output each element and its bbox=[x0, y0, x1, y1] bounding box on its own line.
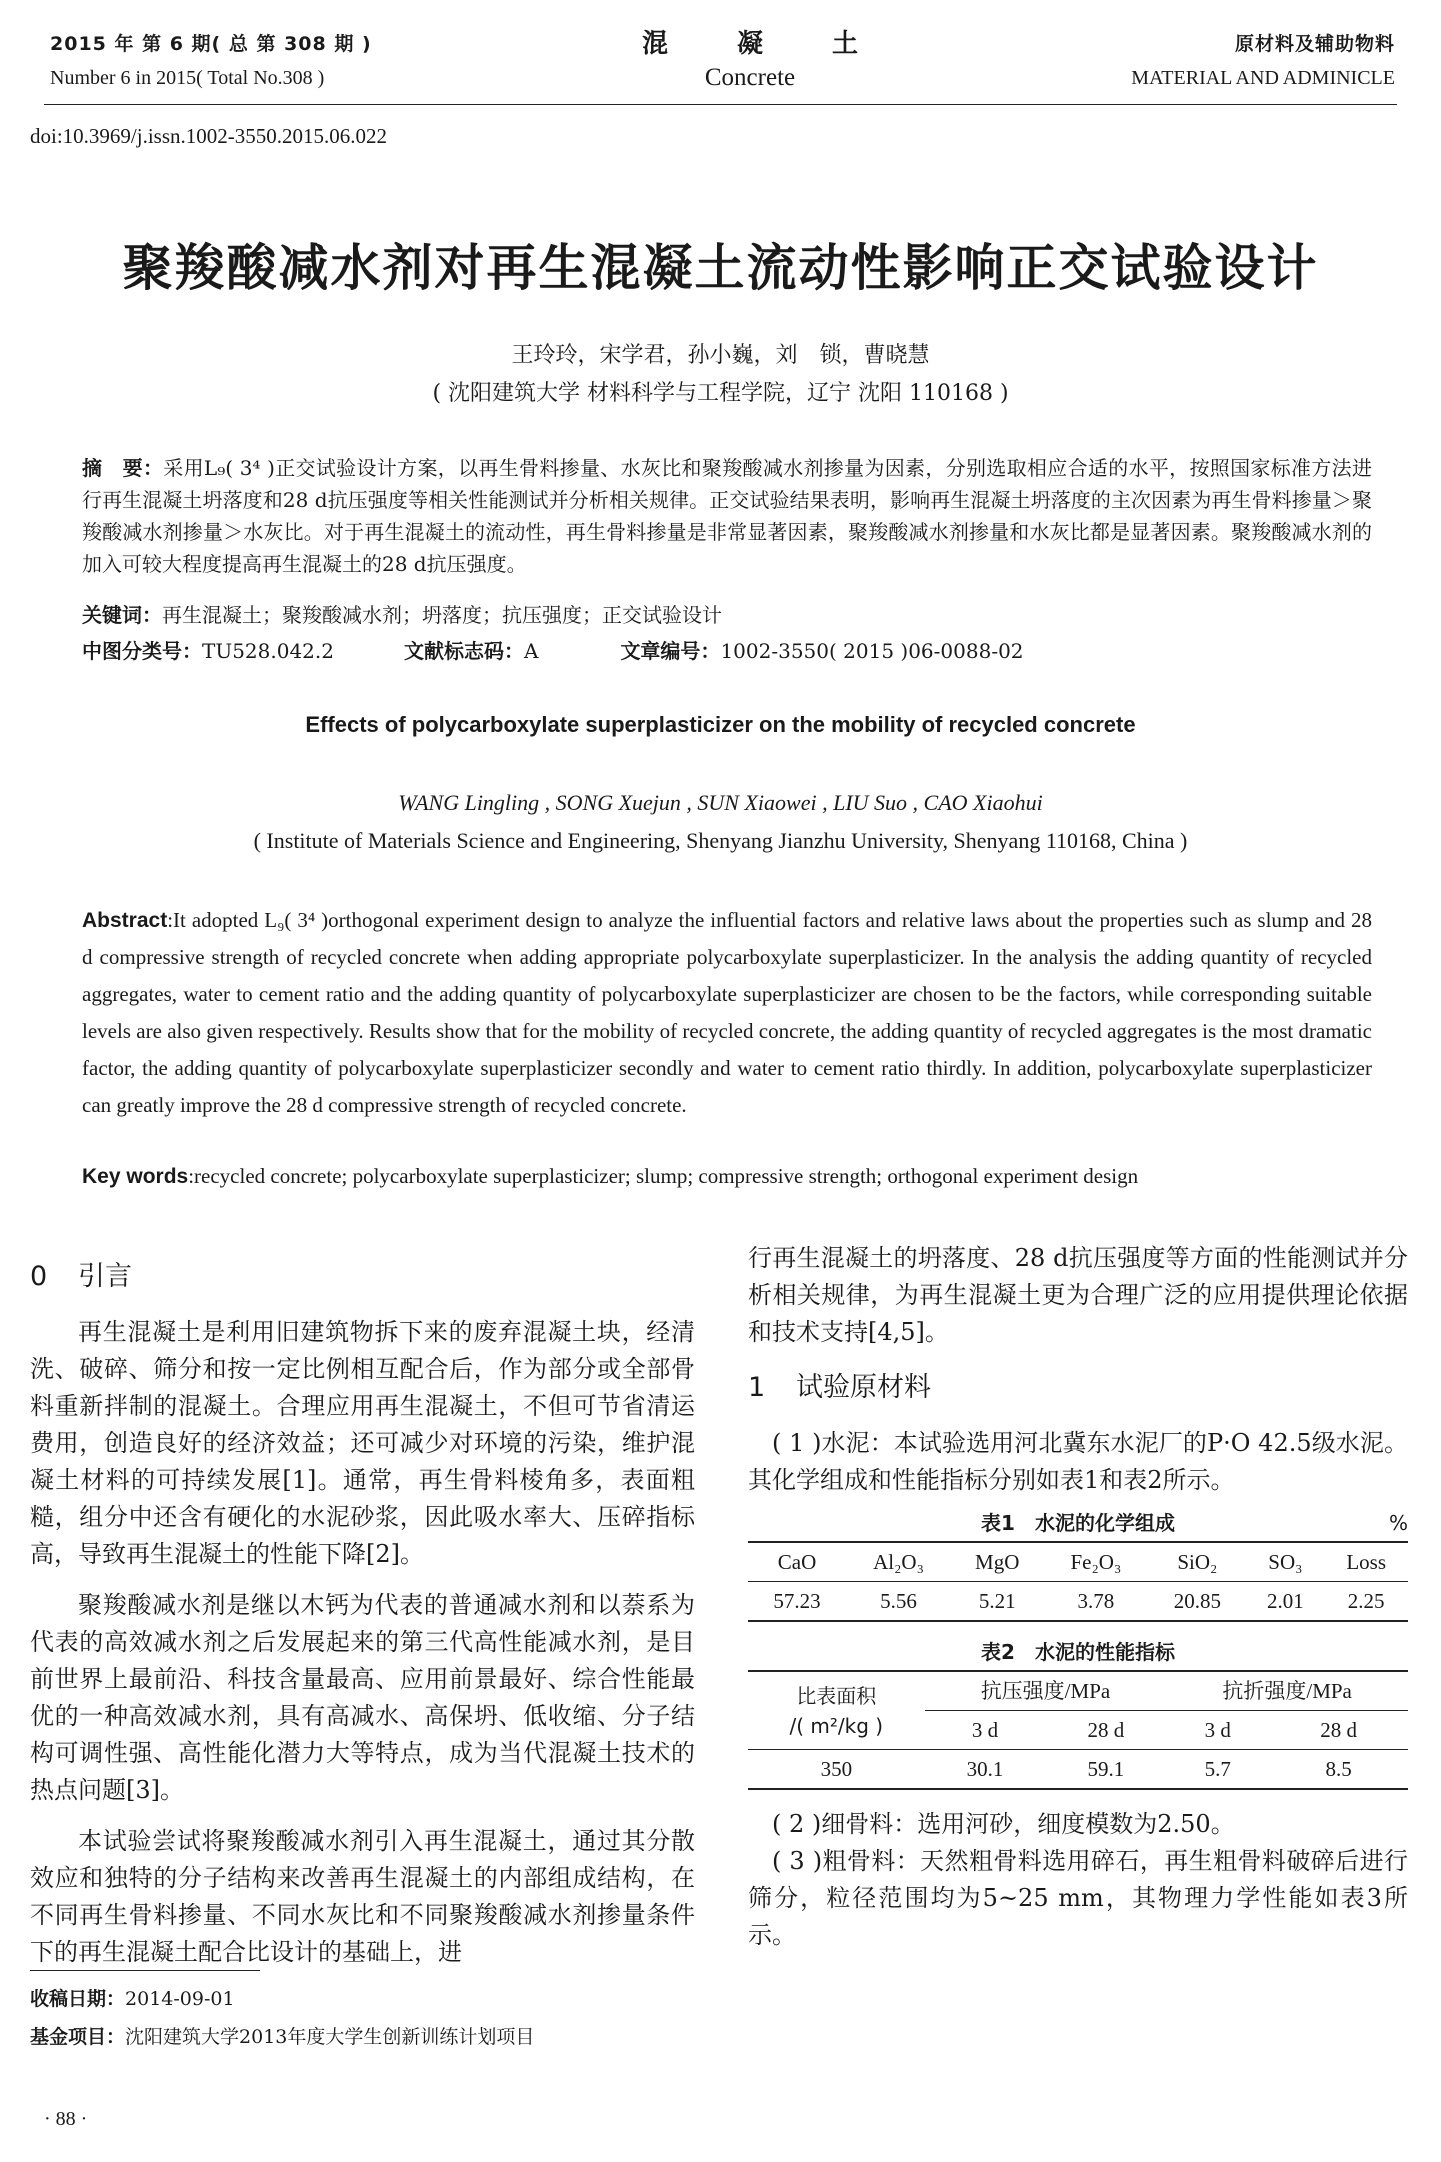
table-1-header-cell: CaO bbox=[748, 1542, 846, 1582]
table-1-unit: % bbox=[1388, 1511, 1408, 1535]
abstract-en bbox=[82, 902, 1372, 1124]
body-left-column bbox=[30, 1240, 695, 1971]
clc-value: TU528.042.2 bbox=[202, 639, 334, 663]
article-number-label: 文章编号： bbox=[620, 639, 721, 663]
table-2-cell: 8.5 bbox=[1325, 1757, 1352, 1781]
doc-code-value: A bbox=[523, 639, 539, 663]
journal-name-cn: 混 凝 土 bbox=[641, 29, 859, 59]
table-1-cell: 5.21 bbox=[978, 1589, 1016, 1613]
table-2-subheader-cell: 3 d bbox=[1166, 1711, 1269, 1750]
table-1-title: 表1 水泥的化学组成 bbox=[981, 1511, 1175, 1535]
article-number-value: 1002-3550( 2015 )06-0088-02 bbox=[720, 639, 1024, 663]
table-1-cell: 2.01 bbox=[1266, 1589, 1304, 1613]
table-2-cell: 350 bbox=[820, 1757, 853, 1781]
issue-info-en: Number 6 in 2015( Total No.308 ) bbox=[50, 67, 325, 89]
table-1 bbox=[748, 1541, 1408, 1622]
column-name-en: MATERIAL AND ADMINICLE bbox=[1131, 67, 1395, 89]
body-right-column bbox=[748, 1240, 1408, 1954]
received-date-value: 2014-09-01 bbox=[125, 1988, 235, 2010]
table-2-stub-header bbox=[748, 1671, 925, 1750]
authors: 王玲玲，宋学君，孙小巍，刘 锁，曹晓慧 bbox=[511, 343, 930, 368]
section-1-number: 1 bbox=[748, 1372, 766, 1403]
table-2-cell: 30.1 bbox=[966, 1757, 1004, 1781]
doc-code-label: 文献标志码： bbox=[403, 639, 524, 663]
abstract-cn bbox=[82, 452, 1372, 580]
received-date bbox=[30, 1984, 235, 2011]
running-header-left bbox=[50, 30, 372, 92]
received-date-label: 收稿日期： bbox=[30, 1988, 126, 2010]
table-2-group-flexural: 抗折强度/MPa bbox=[1166, 1671, 1408, 1711]
materials-paragraph-cement: ( 1 )水泥：本试验选用河北冀东水泥厂的P·O 42.5级水泥。其化学组成和性能指标分别如表1和表2所示。 bbox=[748, 1429, 1408, 1494]
abstract-cn-label: 摘 要： bbox=[82, 456, 164, 480]
keywords-en-label: Key words bbox=[82, 1165, 189, 1188]
issue-info-cn: 2015 年 第 6 期( 总 第 308 期 ) bbox=[50, 33, 372, 55]
keywords-cn-text: 再生混凝土；聚羧酸减水剂；坍落度；抗压强度；正交试验设计 bbox=[162, 603, 722, 627]
doi: doi:10.3969/j.issn.1002-3550.2015.06.022 bbox=[30, 124, 388, 148]
table-1-cell: 5.56 bbox=[880, 1589, 917, 1613]
affiliation: ( 沈阳建筑大学 材料科学与工程学院，辽宁 沈阳 110168 ) bbox=[432, 381, 1009, 406]
table-row bbox=[748, 1582, 1408, 1622]
footnote-rule bbox=[30, 1970, 260, 1971]
keywords-en-text: :recycled concrete; polycarboxylate superplasticizer; slump; compressive strength; orthogonal experiment design bbox=[188, 1164, 1139, 1188]
keywords-en bbox=[82, 1160, 1372, 1193]
clc-label: 中图分类号： bbox=[82, 639, 202, 663]
funding-value: 沈阳建筑大学2013年度大学生创新训练计划项目 bbox=[125, 2026, 535, 2048]
table-2-stub-line-1: 比表面积 bbox=[796, 1683, 877, 1708]
table-1-header-cell: SiO₂ bbox=[1148, 1542, 1246, 1582]
section-0-heading bbox=[30, 1240, 695, 1314]
table-1-header-cell: MgO bbox=[951, 1542, 1044, 1582]
intro-paragraph-3: 本试验尝试将聚羧酸减水剂引入再生混凝土，通过其分散效应和独特的分子结构来改善再生混凝土的内部组成结构，在不同再生骨料掺量、不同水灰比和不同聚羧酸减水剂掺量条件下的再生混凝土配合比设计的基础上，进 bbox=[30, 1827, 695, 1966]
table-2-cell: 59.1 bbox=[1087, 1757, 1125, 1781]
table-1-header-cell: Loss bbox=[1324, 1542, 1408, 1582]
table-1-header-cell: Al₂O₃ bbox=[846, 1542, 951, 1582]
paper-title: 聚羧酸减水剂对再生混凝土流动性影响正交试验设计 bbox=[122, 239, 1319, 297]
table-1-cell: 3.78 bbox=[1077, 1589, 1115, 1613]
table-1-cell: 20.85 bbox=[1173, 1589, 1221, 1613]
section-0-number: 0 bbox=[30, 1261, 48, 1292]
table-2-subheader-cell: 3 d bbox=[925, 1711, 1046, 1750]
keywords-cn bbox=[82, 600, 1372, 630]
table-1-caption bbox=[748, 1505, 1408, 1541]
affiliation-en: ( Institute of Materials Science and Engineering, Shenyang Jianzhu University, Shenyang 110168, China ) bbox=[253, 828, 1188, 853]
table-2-group-row bbox=[748, 1671, 1408, 1711]
abstract-en-label: Abstract bbox=[82, 909, 168, 932]
table-2-cell: 5.7 bbox=[1204, 1757, 1231, 1781]
table-1-header-row bbox=[748, 1542, 1408, 1582]
abstract-cn-text: 采用L₉( 3⁴ )正交试验设计方案，以再生骨料掺量、水灰比和聚羧酸减水剂掺量为因素，分别选取相应合适的水平，按照国家标准方法进行再生混凝土坍落度和28 d抗压强度等相关性能测试并分析相关规律。正交试验结果表明，影响再生混凝土坍落度的主次因素为再生骨料掺量＞聚羧酸减水剂掺量＞水灰比。对于再生混凝土的流动性，再生骨料掺量是非常显著因素，聚羧酸减水剂掺量和水灰比都是显著因素。聚羧酸减水剂的加入可较大程度提高再生混凝土的28 d抗压强度。 bbox=[82, 456, 1373, 576]
table-1-cell: 2.25 bbox=[1347, 1589, 1385, 1613]
intro-paragraph-2: 聚羧酸减水剂是继以木钙为代表的普通减水剂和以萘系为代表的高效减水剂之后发展起来的第三代高性能减水剂，是目前世界上最前沿、科技含量最高、应用前景最好、综合性能最优的一种高效减水剂，具有高减水、高保坍、低收缩、分子结构可调性强、高性能化潜力大等特点，成为当代混凝土技术的热点问题[3]。 bbox=[30, 1591, 695, 1804]
section-1-title: 试验原材料 bbox=[796, 1372, 931, 1403]
intro-paragraph-1: 再生混凝土是利用旧建筑物拆下来的废弃混凝土块，经清洗、破碎、筛分和按一定比例相互配合后，作为部分或全部骨料重新拌制的混凝土。合理应用再生混凝土，不但可节省清运费用，创造良好的经济效益；还可减少对环境的污染，维护混凝土材料的可持续发展[1]。通常，再生骨料棱角多，表面粗糙，组分中还含有硬化的水泥砂浆，因此吸水率大、压碎指标高，导致再生混凝土的性能下降[2]。 bbox=[30, 1318, 695, 1568]
section-1-heading bbox=[748, 1351, 1408, 1425]
materials-paragraph-coarse-aggregate: ( 3 )粗骨料：天然粗骨料选用碎石，再生粗骨料破碎后进行筛分，粒径范围均为5~25 mm，其物理力学性能如表3所示。 bbox=[748, 1847, 1408, 1949]
funding bbox=[30, 2022, 534, 2049]
page-number: · 88 · bbox=[44, 2108, 88, 2130]
header-rule bbox=[44, 104, 1397, 105]
section-0-title: 引言 bbox=[78, 1261, 132, 1292]
classification-line bbox=[82, 636, 1372, 666]
table-row bbox=[748, 1750, 1408, 1790]
table-1-header-cell: Fe₂O₃ bbox=[1043, 1542, 1148, 1582]
authors-en: WANG Lingling , SONG Xuejun , SUN Xiaowei , LIU Suo , CAO Xiaohui bbox=[398, 790, 1043, 815]
table-1-cell: 57.23 bbox=[773, 1589, 821, 1613]
table-2-subheader-cell: 28 d bbox=[1045, 1711, 1166, 1750]
table-2-caption bbox=[748, 1634, 1408, 1670]
materials-paragraph-fine-aggregate: ( 2 )细骨料：选用河砂，细度模数为2.50。 bbox=[772, 1810, 1235, 1838]
column-name-cn: 原材料及辅助物料 bbox=[1234, 33, 1395, 55]
running-header-right bbox=[1131, 30, 1395, 92]
table-2 bbox=[748, 1670, 1408, 1790]
journal-name-en: Concrete bbox=[704, 64, 796, 91]
table-2-stub-line-2: /( m²/kg ) bbox=[789, 1713, 884, 1738]
table-2-group-compressive: 抗压强度/MPa bbox=[925, 1671, 1167, 1711]
table-1-header-cell: SO₃ bbox=[1246, 1542, 1324, 1582]
table-2-title: 表2 水泥的性能指标 bbox=[981, 1640, 1175, 1664]
paper-title-en: Effects of polycarboxylate superplasticizer on the mobility of recycled concrete bbox=[305, 712, 1136, 737]
intro-paragraph-3-continued: 行再生混凝土的坍落度、28 d抗压强度等方面的性能测试并分析相关规律，为再生混凝土更为合理广泛的应用提供理论依据和技术支持[4,5]。 bbox=[748, 1244, 1408, 1346]
funding-label: 基金项目： bbox=[30, 2026, 126, 2048]
running-header-center bbox=[560, 30, 940, 92]
keywords-cn-label: 关键词： bbox=[82, 603, 162, 627]
abstract-en-text: :It adopted L₉( 3⁴ )orthogonal experiment design to analyze the influential factors and relative laws about the properties such as slump and 28 d compressive strength of recycled concrete when adding appropriate polycarboxylate superplasticizer. In the analysis the adding quantity of recycled aggregates, water to cement ratio and the adding quantity of polycarboxylate superplasticizer are chosen to be the factors, while corresponding suitable levels are also given respectively. Results show that for the mobility of recycled concrete, the adding quantity of recycled aggregates is the most dramatic factor, the adding quantity of polycarboxylate superplasticizer secondly and water to cement ratio thirdly. In addition, polycarboxylate superplasticizer can greatly improve the 28 d compressive strength of recycled concrete. bbox=[82, 908, 1372, 1117]
table-2-subheader-cell: 28 d bbox=[1269, 1711, 1408, 1750]
